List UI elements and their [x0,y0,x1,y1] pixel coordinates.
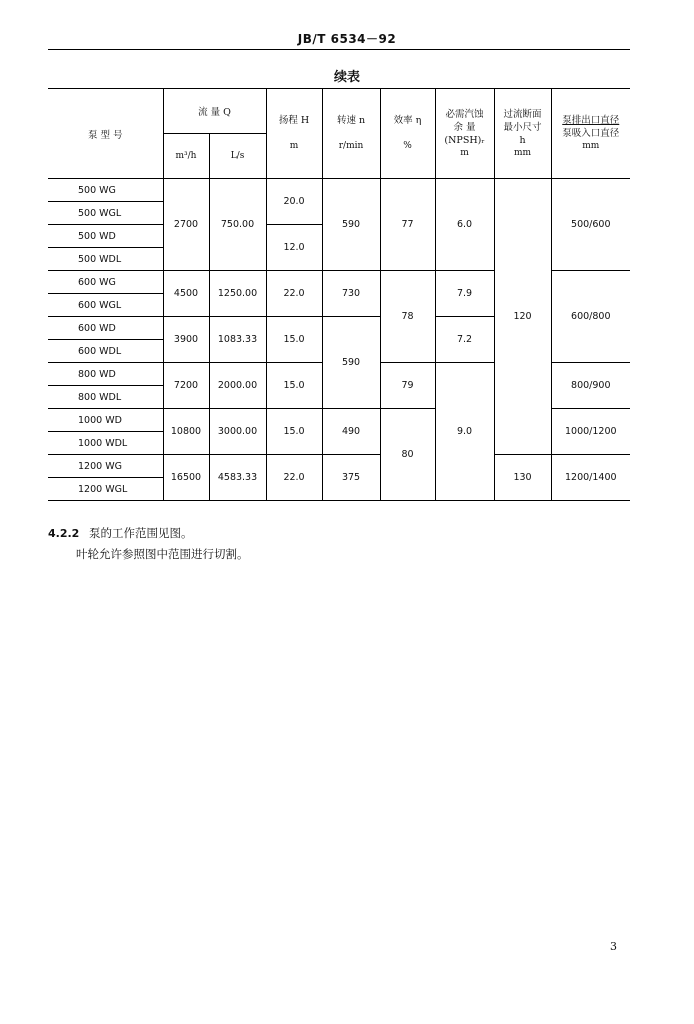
flow-ls-cell: 1250.00 [209,271,266,317]
flow-ls-cell: 1083.33 [209,317,266,363]
speed-cell: 730 [322,271,380,317]
pump-spec-table [48,88,630,501]
model-cell: 800 WDL [48,386,163,409]
head-cell: 15.0 [266,363,322,409]
head-cell: 15.0 [266,409,322,455]
flow-m3h-cell: 16500 [163,455,209,501]
model-cell: 500 WG [48,179,163,202]
npsh-cell: 9.0 [435,363,494,501]
model-cell: 500 WD [48,225,163,248]
npsh-cell: 7.2 [435,317,494,363]
clause-text: 泵的工作范围见图。 [88,526,193,540]
header-head: 扬程 H m [266,89,322,179]
flow-m3h-cell: 10800 [163,409,209,455]
head-cell: 12.0 [266,225,322,271]
flow-ls-cell: 4583.33 [209,455,266,501]
diameter-cell: 600/800 [551,271,630,363]
speed-cell: 490 [322,409,380,455]
head-cell: 20.0 [266,179,322,225]
passage-cell: 130 [494,455,551,501]
model-cell: 1200 WGL [48,478,163,501]
paragraph-4-2-2 [48,525,192,541]
head-cell: 15.0 [266,317,322,363]
model-cell: 1000 WD [48,409,163,432]
header-model: 泵 型 号 [48,89,163,179]
diameter-cell: 1200/1400 [551,455,630,501]
diameter-cell: 800/900 [551,363,630,409]
head-cell: 22.0 [266,455,322,501]
npsh-cell: 7.9 [435,271,494,317]
efficiency-cell: 80 [380,409,435,501]
speed-cell: 590 [322,317,380,409]
header-diameter: 泵排出口直径 泵吸入口直径 mm [551,89,630,179]
page-number: 3 [610,940,617,953]
header-efficiency: 效率 η % [380,89,435,179]
efficiency-cell: 79 [380,363,435,409]
diameter-cell: 1000/1200 [551,409,630,455]
passage-cell: 120 [494,179,551,455]
table-caption: 续表 [333,70,360,85]
flow-m3h-cell: 4500 [163,271,209,317]
head-cell: 22.0 [266,271,322,317]
model-cell: 1000 WDL [48,432,163,455]
header-passage: 过流断面 最小尺寸 h mm [494,89,551,179]
header-flow: 流 量 Q [163,89,266,134]
flow-ls-cell: 3000.00 [209,409,266,455]
model-cell: 1200 WG [48,455,163,478]
flow-ls-cell: 2000.00 [209,363,266,409]
standard-number: JB/T 6534－92 [297,32,397,46]
flow-m3h-cell: 7200 [163,363,209,409]
header-speed: 转速 n r/min [322,89,380,179]
model-cell: 600 WDL [48,340,163,363]
model-cell: 500 WGL [48,202,163,225]
npsh-cell: 6.0 [435,179,494,271]
speed-cell: 375 [322,455,380,501]
header-flow-m3h: m³/h [163,134,209,179]
header-flow-ls: L/s [209,134,266,179]
paragraph-impeller-trim: 叶轮允许参照图中范围进行切割。 [76,547,249,561]
model-cell: 600 WG [48,271,163,294]
model-cell: 600 WGL [48,294,163,317]
diameter-cell: 500/600 [551,179,630,271]
model-cell: 500 WDL [48,248,163,271]
flow-m3h-cell: 2700 [163,179,209,271]
clause-number: 4.2.2 [48,527,80,540]
header-rule [48,49,630,50]
efficiency-cell: 77 [380,179,435,271]
header-npsh: 必需汽蚀 余 量 (NPSH)ᵣ m [435,89,494,179]
flow-ls-cell: 750.00 [209,179,266,271]
speed-cell: 590 [322,179,380,271]
efficiency-cell: 78 [380,271,435,363]
model-cell: 800 WD [48,363,163,386]
model-cell: 600 WD [48,317,163,340]
flow-m3h-cell: 3900 [163,317,209,363]
